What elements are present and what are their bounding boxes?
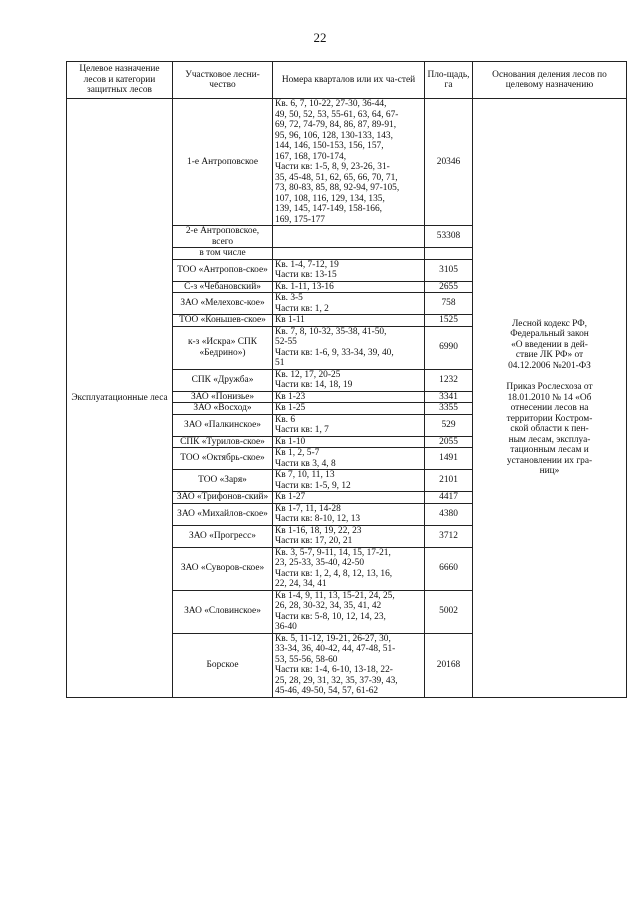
quarters-line: 167, 168, 170-174, <box>275 151 347 162</box>
quarters-cell <box>273 99 425 226</box>
district-cell: ЗАО «Прогресс» <box>173 525 273 547</box>
district-cell: ТОО «Антропов-ское» <box>173 259 273 281</box>
header-quarters: Номера кварталов или их ча-стей <box>273 62 425 99</box>
district-cell: Борское <box>173 633 273 697</box>
basis-line <box>475 371 624 382</box>
quarters-line: Кв 1-10 <box>275 436 306 447</box>
quarters-cell <box>273 436 425 448</box>
quarters-cell <box>273 492 425 504</box>
quarters-cell <box>273 448 425 470</box>
basis-cell <box>473 99 627 698</box>
quarters-line: Части кв: 1-4, 6-10, 13-18, 22- <box>275 665 393 675</box>
quarters-line: Кв. 3, 5-7, 9-11, 14, 15, 17-21, <box>275 547 391 558</box>
area-cell: 1491 <box>425 448 473 470</box>
district-cell: ЗАО «Суворов-ское» <box>173 547 273 590</box>
area-cell: 758 <box>425 293 473 315</box>
header-area: Пло-щадь, га <box>425 62 473 99</box>
area-cell: 53308 <box>425 226 473 248</box>
quarters-cell <box>273 403 425 415</box>
quarters-line: Части кв: 1-5, 8, 9, 23-26, 31- <box>275 162 390 172</box>
district-cell: ЗАО «Понизье» <box>173 391 273 403</box>
quarters-line: 35, 45-48, 51, 62, 65, 66, 70, 71, <box>275 172 398 183</box>
quarters-line: Кв. 7, 8, 10-32, 35-38, 41-50, <box>275 326 387 337</box>
quarters-line: 52-55 <box>275 337 297 347</box>
quarters-line: Кв 1-7, 11, 14-28 <box>275 503 341 514</box>
quarters-line: Части кв: 17, 20, 21 <box>275 536 353 546</box>
quarters-cell <box>273 326 425 369</box>
area-cell: 1232 <box>425 369 473 391</box>
quarters-cell <box>273 470 425 492</box>
quarters-line: 69, 72, 74-79, 84, 86, 87, 89-91, <box>275 120 397 130</box>
quarters-line: Части кв: 1, 7 <box>275 425 329 435</box>
quarters-line: 144, 146, 150-153, 156, 157, <box>275 141 384 151</box>
area-cell: 3712 <box>425 525 473 547</box>
quarters-line: 53, 55-56, 58-60 <box>275 654 338 665</box>
quarters-line: Кв 1-16, 18, 19, 22, 23 <box>275 525 362 536</box>
quarters-line: 45-46, 49-50, 54, 57, 61-62 <box>275 686 379 696</box>
quarters-line: Части кв: 1-6, 9, 33-34, 39, 40, <box>275 347 394 358</box>
district-cell: С-з «Чебановский» <box>173 281 273 293</box>
basis-line: Федеральный закон <box>510 329 589 340</box>
quarters-line: Части кв: 1, 2 <box>275 303 329 314</box>
quarters-cell <box>273 503 425 525</box>
area-cell: 3355 <box>425 403 473 415</box>
district-cell: ТОО «Октябрь-ское» <box>173 448 273 470</box>
quarters-line: Кв 1-25 <box>275 403 306 413</box>
basis-line: ской области к пен- <box>510 424 589 435</box>
quarters-cell <box>273 590 425 633</box>
page-number: 22 <box>313 30 327 45</box>
basis-line: ствие ЛК РФ» от <box>515 350 584 361</box>
district-cell: ЗАО «Мелеховс-кое» <box>173 293 273 315</box>
quarters-line: Кв. 6 <box>275 414 296 425</box>
area-cell <box>425 248 473 260</box>
district-cell: ТОО «Коньшев-ское» <box>173 315 273 327</box>
header-category: Целевое назначение лесов и категории защитных лесов <box>67 62 173 99</box>
basis-line: ным лесам, эксплуа- <box>508 434 591 445</box>
quarters-line: 22, 24, 34, 41 <box>275 579 327 589</box>
district-cell: ЗАО «Палкинское» <box>173 414 273 436</box>
basis-line: «О введении в дей- <box>511 339 588 350</box>
area-cell: 3105 <box>425 259 473 281</box>
district-cell: СПК «Дружба» <box>173 369 273 391</box>
quarters-line: Части кв: 1, 2, 4, 8, 12, 13, 16, <box>275 568 393 579</box>
quarters-line: 25, 28, 29, 31, 32, 35, 37-39, 43, <box>275 675 398 686</box>
area-cell: 6660 <box>425 547 473 590</box>
quarters-line: Кв 1, 2, 5-7 <box>275 448 320 458</box>
district-cell: 1-е Антроповское <box>173 99 273 226</box>
quarters-line: Кв 1-23 <box>275 391 306 402</box>
quarters-line: 169, 175-177 <box>275 214 325 225</box>
quarters-line: Части кв: 8-10, 12, 13 <box>275 514 361 524</box>
district-cell: ЗАО «Словинское» <box>173 590 273 633</box>
table-row <box>67 99 627 226</box>
district-cell: СПК «Турилов-ское» <box>173 436 273 448</box>
area-cell: 20168 <box>425 633 473 697</box>
quarters-line: Кв. 3-5 <box>275 293 303 303</box>
quarters-cell <box>273 281 425 293</box>
quarters-line: 73, 80-83, 85, 88, 92-94, 97-105, <box>275 183 400 193</box>
quarters-line: 33-34, 36, 40-42, 44, 47-48, 51- <box>275 644 396 654</box>
quarters-cell <box>273 633 425 697</box>
area-cell: 529 <box>425 414 473 436</box>
area-cell: 2101 <box>425 470 473 492</box>
quarters-line: 49, 50, 52, 53, 55-61, 63, 64, 67- <box>275 109 399 120</box>
quarters-cell <box>273 369 425 391</box>
quarters-line: Кв. 12, 17, 20-25 <box>275 369 341 380</box>
basis-line: ниц» <box>539 466 560 477</box>
quarters-line: 139, 145, 147-149, 158-166, <box>275 204 383 214</box>
quarters-cell <box>273 293 425 315</box>
quarters-line: Кв 7, 10, 11, 13 <box>275 470 335 480</box>
district-cell: ЗАО «Восход» <box>173 403 273 415</box>
header-district: Участковое лесни-чество <box>173 62 273 99</box>
quarters-cell <box>273 391 425 403</box>
basis-line: тационным лесам и <box>510 445 589 456</box>
forest-allocation-table <box>66 61 627 698</box>
quarters-cell <box>273 259 425 281</box>
quarters-line: 51 <box>275 358 285 368</box>
quarters-line: Части кв: 13-15 <box>275 270 337 280</box>
quarters-line: Кв. 5, 11-12, 19-21, 26-27, 30, <box>275 633 391 644</box>
basis-line: Приказ Рослесхоза от <box>506 382 593 393</box>
area-cell: 20346 <box>425 99 473 226</box>
quarters-line: Кв. 1-4, 7-12, 19 <box>275 259 339 270</box>
quarters-line: 95, 96, 106, 128, 130-133, 143, <box>275 130 393 141</box>
quarters-line: Части кв: 5-8, 10, 12, 14, 23, <box>275 611 386 622</box>
district-cell: 2-е Антроповское, всего <box>173 226 273 248</box>
area-cell: 2655 <box>425 281 473 293</box>
quarters-line: Кв 1-11 <box>275 315 305 325</box>
header-basis: Основания деления лесов по целевому назначению <box>473 62 627 99</box>
quarters-line: Кв. 6, 7, 10-22, 27-30, 36-44, <box>275 99 387 109</box>
quarters-line: Кв 1-27 <box>275 492 306 502</box>
quarters-line: 23, 25-33, 35-40, 42-50 <box>275 558 365 568</box>
quarters-line: Части кв 3, 4, 8 <box>275 458 336 469</box>
area-cell: 5002 <box>425 590 473 633</box>
area-cell: 4380 <box>425 503 473 525</box>
table-header-row <box>67 62 627 99</box>
quarters-cell <box>273 248 425 260</box>
district-cell: в том числе <box>173 248 273 260</box>
district-cell: ЗАО «Михайлов-ское» <box>173 503 273 525</box>
area-cell: 2055 <box>425 436 473 448</box>
quarters-line: Части кв: 1-5, 9, 12 <box>275 480 351 491</box>
district-cell: ТОО «Заря» <box>173 470 273 492</box>
district-cell: к-з «Искра» СПК «Бедрино») <box>173 326 273 369</box>
area-cell: 3341 <box>425 391 473 403</box>
quarters-cell <box>273 547 425 590</box>
quarters-cell <box>273 315 425 327</box>
basis-line: 04.12.2006 №201-ФЗ <box>508 360 591 371</box>
quarters-line: Кв 1-4, 9, 11, 13, 15-21, 24, 25, <box>275 590 395 601</box>
district-cell: ЗАО «Трифонов-ский» <box>173 492 273 504</box>
basis-line: 18.01.2010 № 14 «Об <box>507 392 592 403</box>
quarters-cell <box>273 414 425 436</box>
basis-line: Лесной кодекс РФ, <box>512 318 587 329</box>
quarters-cell <box>273 226 425 248</box>
quarters-cell <box>273 525 425 547</box>
area-cell: 1525 <box>425 315 473 327</box>
quarters-line: Части кв: 14, 18, 19 <box>275 380 353 390</box>
quarters-line: Кв. 1-11, 13-16 <box>275 281 334 292</box>
area-cell: 4417 <box>425 492 473 504</box>
area-cell: 6990 <box>425 326 473 369</box>
basis-line: установлении их гра- <box>506 455 593 466</box>
quarters-line: 107, 108, 116, 129, 134, 135, <box>275 193 385 204</box>
basis-line: отнесении лесов на <box>510 403 589 414</box>
category-cell: Эксплуатационные леса <box>67 99 173 698</box>
quarters-line: 26, 28, 30-32, 34, 35, 41, 42 <box>275 601 382 611</box>
basis-line: территории Костром- <box>506 413 593 424</box>
quarters-line: 36-40 <box>275 622 297 632</box>
